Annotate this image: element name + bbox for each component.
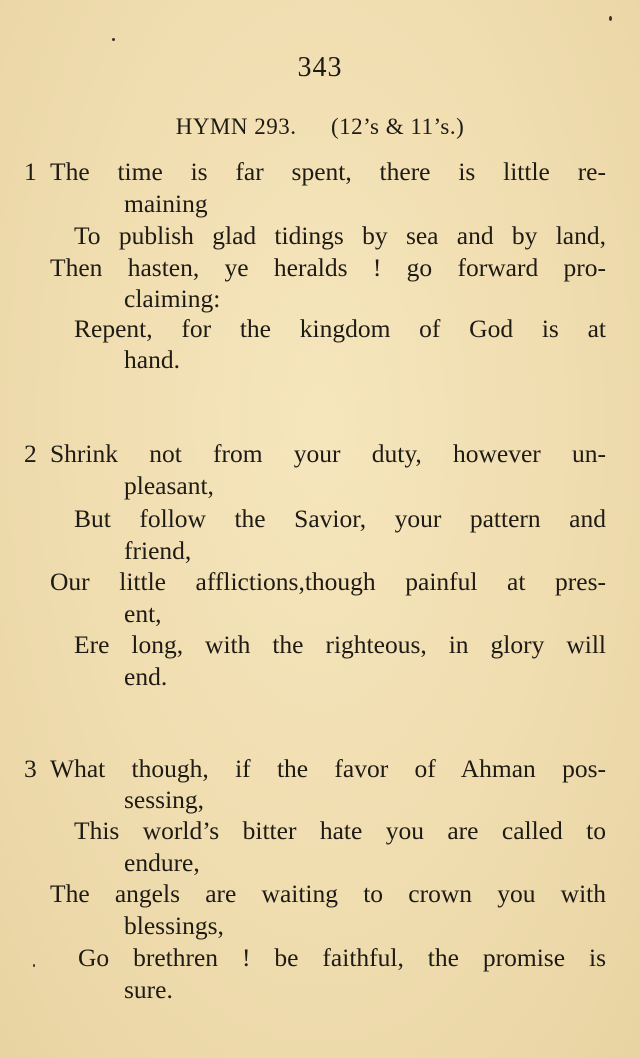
verse-line: The angels are waiting to crown you with	[50, 879, 606, 908]
verse-line: pleasant,	[124, 471, 214, 500]
verse-line: hand.	[124, 345, 180, 374]
verse-line: claiming:	[124, 284, 221, 313]
verse-line: Then hasten, ye heralds ! go forward pro-	[50, 253, 606, 282]
verse-line: Ere long, with the righteous, in glory will	[74, 630, 606, 659]
verse-line: sessing,	[124, 785, 205, 814]
verse-line: To publish glad tidings by sea and by land,	[74, 221, 606, 250]
verse-line: endure,	[124, 848, 200, 877]
verse-line: sure.	[124, 975, 173, 1004]
verse-line: ent,	[124, 599, 162, 628]
hymn-meter: (12’s & 11’s.)	[330, 114, 465, 139]
verse-line: This world’s bitter hate you are called to	[74, 816, 606, 845]
verse-line: Go brethren ! be faithful, the promise is	[78, 943, 606, 972]
verse-line: The time is far spent, there is little re-	[50, 157, 606, 186]
ink-speck	[33, 964, 35, 967]
verse-line: Our little afflictions,though painful at pres-	[50, 567, 606, 596]
verse-number: 2	[24, 439, 37, 468]
verse-line: friend,	[124, 536, 192, 565]
hymn-number-label: HYMN 293.	[175, 114, 297, 139]
verse-line: Shrink not from your duty, however un-	[50, 439, 606, 468]
verse-line: maining	[124, 189, 208, 218]
hymn-heading	[0, 114, 640, 140]
verse-number: 1	[24, 157, 37, 186]
verse-line: blessings,	[124, 911, 224, 940]
ink-speck	[609, 16, 612, 21]
verse-line: What though, if the favor of Ahman pos-	[50, 754, 606, 783]
verse-line: But follow the Savior, your pattern and	[74, 504, 606, 533]
verse-number: 3	[24, 754, 37, 783]
page-number: 343	[297, 52, 343, 83]
verse-line: Repent, for the kingdom of God is at	[74, 314, 606, 343]
verse-line: end.	[124, 662, 168, 691]
ink-speck	[112, 38, 115, 41]
